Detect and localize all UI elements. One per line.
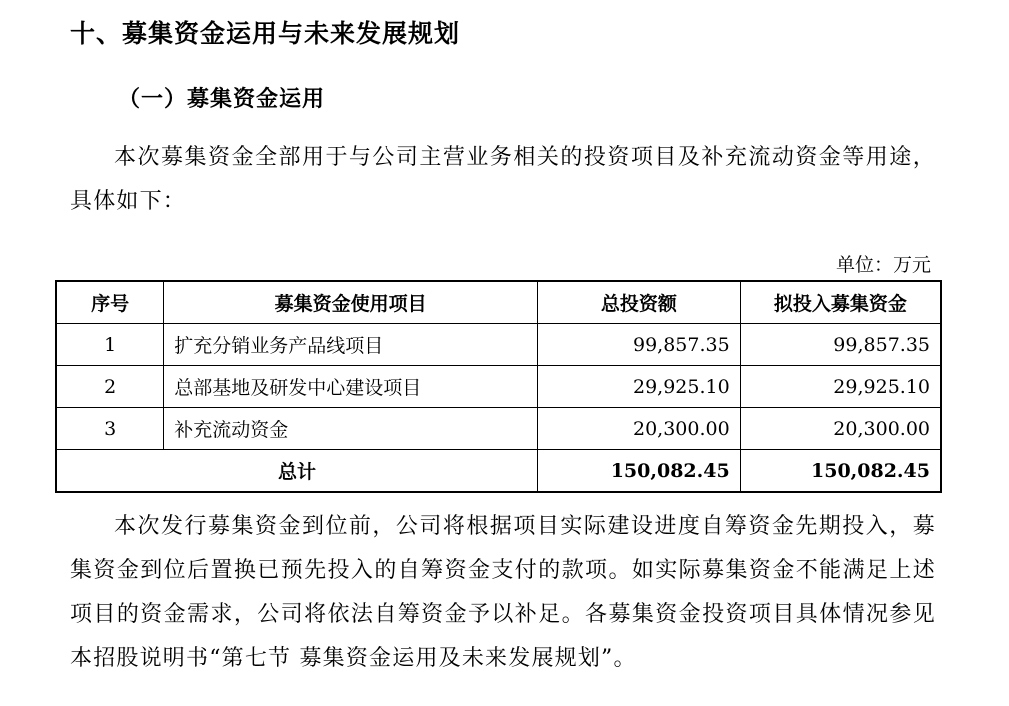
total-investment-sum: 150,082.45	[537, 450, 740, 493]
cell-project: 补充流动资金	[164, 408, 538, 450]
header-raised-funds: 拟投入募集资金	[740, 281, 941, 324]
total-raised-sum: 150,082.45	[740, 450, 941, 493]
table-row	[56, 408, 941, 450]
header-total-investment: 总投资额	[537, 281, 740, 324]
cell-total: 99,857.35	[537, 324, 740, 366]
header-project: 募集资金使用项目	[164, 281, 538, 324]
unit-label: 单位：万元	[835, 254, 931, 276]
cell-raised: 99,857.35	[740, 324, 941, 366]
header-no: 序号	[56, 281, 164, 324]
intro-paragraph: 本次募集资金全部用于与公司主营业务相关的投资项目及补充流动资金等用途，具体如下：	[70, 145, 936, 214]
section-heading: 十、募集资金运用与未来发展规划	[70, 19, 461, 48]
closing-paragraph: 本次发行募集资金到位前，公司将根据项目实际建设进度自筹资金先期投入，募集资金到位后置换已预先投入的自筹资金支付的款项。如实际募集资金不能满足上述项目的资金需求，公司将依法自筹资金予以补足。各募集资金投资项目具体情况参见本招股说明书“第七节 募集资金运用及未来发展规划”。	[70, 514, 936, 671]
cell-total: 20,300.00	[537, 408, 740, 450]
table-row	[56, 366, 941, 408]
cell-no: 1	[56, 324, 164, 366]
cell-project: 扩充分销业务产品线项目	[164, 324, 538, 366]
fund-usage-table	[55, 280, 942, 493]
total-label: 总计	[56, 450, 537, 493]
subsection-heading: （一）募集资金运用	[118, 87, 326, 112]
cell-raised: 29,925.10	[740, 366, 941, 408]
table-row	[56, 324, 941, 366]
table-total-row	[56, 450, 941, 493]
cell-no: 2	[56, 366, 164, 408]
table-header-row	[56, 281, 941, 324]
cell-project: 总部基地及研发中心建设项目	[164, 366, 538, 408]
cell-no: 3	[56, 408, 164, 450]
cell-raised: 20,300.00	[740, 408, 941, 450]
cell-total: 29,925.10	[537, 366, 740, 408]
